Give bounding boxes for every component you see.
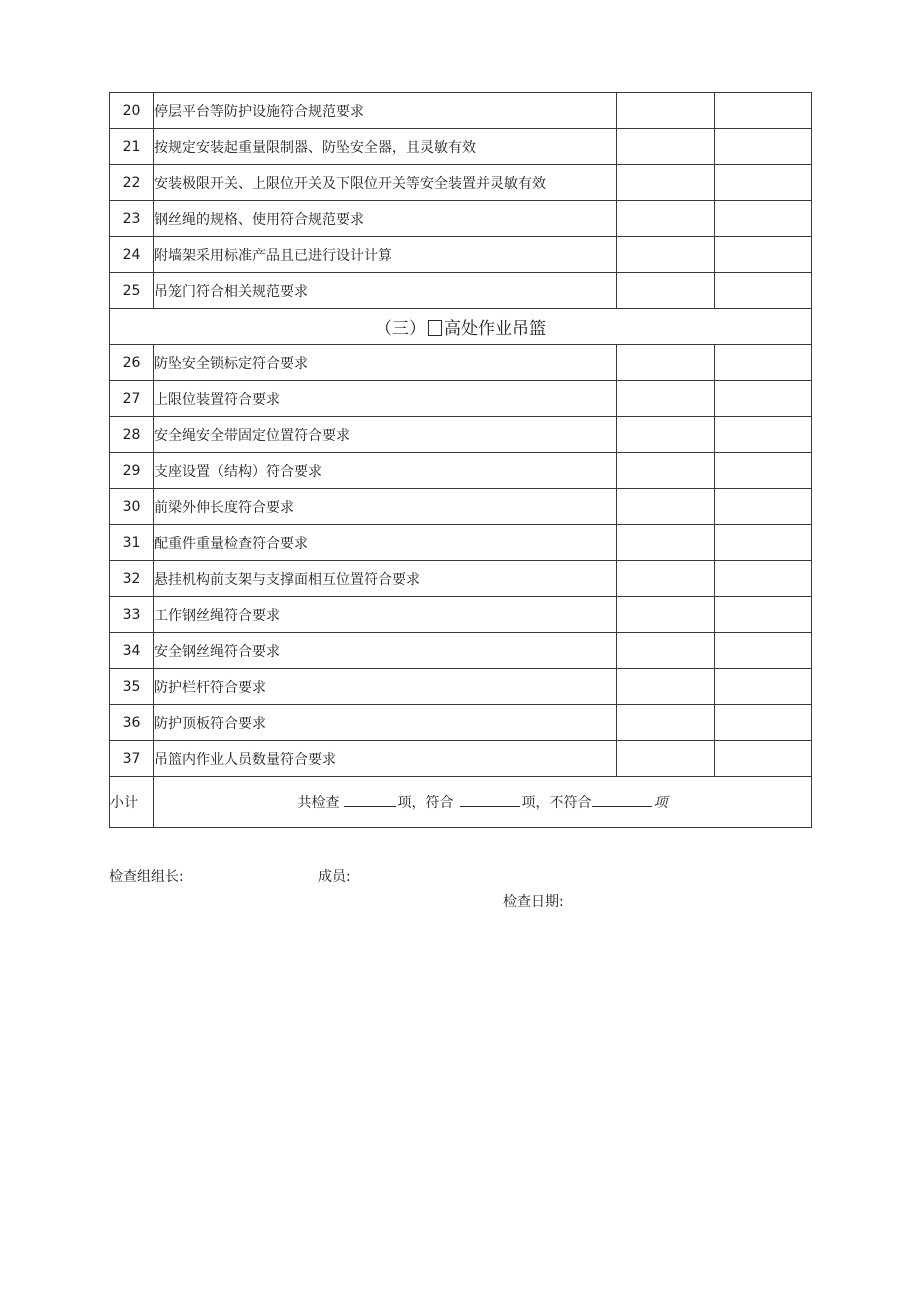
- row-result-cell[interactable]: [617, 273, 715, 309]
- row-number: 26: [110, 345, 154, 381]
- row-item-text: 防坠安全锁标定符合要求: [154, 345, 617, 381]
- row-number: 24: [110, 237, 154, 273]
- inspection-leader-label: 检查组组长:: [109, 869, 184, 885]
- row-remark-cell[interactable]: [715, 381, 812, 417]
- row-remark-cell[interactable]: [715, 489, 812, 525]
- table-row: [110, 597, 812, 633]
- checklist-sheet: [109, 92, 811, 828]
- table-row: [110, 741, 812, 777]
- row-result-cell[interactable]: [617, 93, 715, 129]
- row-number: 33: [110, 597, 154, 633]
- table-row: [110, 237, 812, 273]
- row-item-text: 按规定安装起重量限制器、防坠安全器，且灵敏有效: [154, 129, 617, 165]
- row-item-text: 安全钢丝绳符合要求: [154, 633, 617, 669]
- row-item-text: 配重件重量检查符合要求: [154, 525, 617, 561]
- row-remark-cell[interactable]: [715, 201, 812, 237]
- row-result-cell[interactable]: [617, 489, 715, 525]
- table-row: [110, 417, 812, 453]
- row-item-text: 钢丝绳的规格、使用符合规范要求: [154, 201, 617, 237]
- row-remark-cell[interactable]: [715, 705, 812, 741]
- row-remark-cell[interactable]: [715, 165, 812, 201]
- row-remark-cell[interactable]: [715, 741, 812, 777]
- subtotal-label: 小计: [110, 777, 154, 828]
- row-item-text: 停层平台等防护设施符合规范要求: [154, 93, 617, 129]
- pass-count-blank[interactable]: [460, 794, 520, 807]
- row-remark-cell[interactable]: [715, 237, 812, 273]
- row-number: 35: [110, 669, 154, 705]
- row-remark-cell[interactable]: [715, 669, 812, 705]
- row-remark-cell[interactable]: [715, 417, 812, 453]
- row-number: 30: [110, 489, 154, 525]
- row-result-cell[interactable]: [617, 381, 715, 417]
- row-result-cell[interactable]: [617, 165, 715, 201]
- row-item-text: 支座设置（结构）符合要求: [154, 453, 617, 489]
- section-header-row: [110, 309, 812, 345]
- subtotal-summary: [154, 777, 812, 828]
- row-item-text: 附墙架采用标准产品且已进行设计计算: [154, 237, 617, 273]
- row-item-text: 工作钢丝绳符合要求: [154, 597, 617, 633]
- row-remark-cell[interactable]: [715, 525, 812, 561]
- row-result-cell[interactable]: [617, 705, 715, 741]
- row-remark-cell[interactable]: [715, 273, 812, 309]
- table-row: [110, 381, 812, 417]
- row-remark-cell[interactable]: [715, 345, 812, 381]
- row-result-cell[interactable]: [617, 669, 715, 705]
- row-item-text: 上限位装置符合要求: [154, 381, 617, 417]
- table-row: [110, 633, 812, 669]
- row-remark-cell[interactable]: [715, 561, 812, 597]
- inspection-date-label: 检查日期:: [503, 894, 564, 910]
- subtotal-text-pass: 项，符合: [397, 795, 454, 811]
- row-item-text: 防护栏杆符合要求: [154, 669, 617, 705]
- table-row: [110, 201, 812, 237]
- row-number: 23: [110, 201, 154, 237]
- subtotal-text-total: 共检查: [297, 795, 340, 811]
- table-row: [110, 525, 812, 561]
- row-number: 34: [110, 633, 154, 669]
- table-row: [110, 489, 812, 525]
- row-result-cell[interactable]: [617, 525, 715, 561]
- row-item-text: 安装极限开关、上限位开关及下限位开关等安全装置并灵敏有效: [154, 165, 617, 201]
- section-prefix: （三）: [375, 319, 426, 339]
- row-remark-cell[interactable]: [715, 93, 812, 129]
- table-row: [110, 669, 812, 705]
- row-result-cell[interactable]: [617, 129, 715, 165]
- row-number: 28: [110, 417, 154, 453]
- row-item-text: 吊篮内作业人员数量符合要求: [154, 741, 617, 777]
- checklist-table: [109, 92, 812, 828]
- row-remark-cell[interactable]: [715, 129, 812, 165]
- row-item-text: 防护顶板符合要求: [154, 705, 617, 741]
- row-result-cell[interactable]: [617, 453, 715, 489]
- row-number: 29: [110, 453, 154, 489]
- total-count-blank[interactable]: [344, 794, 396, 807]
- row-result-cell[interactable]: [617, 561, 715, 597]
- table-row: [110, 345, 812, 381]
- row-remark-cell[interactable]: [715, 453, 812, 489]
- row-item-text: 悬挂机构前支架与支撑面相互位置符合要求: [154, 561, 617, 597]
- table-row: [110, 705, 812, 741]
- section-title: 高处作业吊篮: [444, 319, 546, 339]
- row-number: 37: [110, 741, 154, 777]
- row-number: 22: [110, 165, 154, 201]
- row-item-text: 前梁外伸长度符合要求: [154, 489, 617, 525]
- row-result-cell[interactable]: [617, 633, 715, 669]
- section-header: [110, 309, 812, 345]
- row-result-cell[interactable]: [617, 237, 715, 273]
- row-number: 36: [110, 705, 154, 741]
- row-number: 20: [110, 93, 154, 129]
- row-result-cell[interactable]: [617, 597, 715, 633]
- fail-count-blank[interactable]: [592, 794, 652, 807]
- row-number: 21: [110, 129, 154, 165]
- row-number: 25: [110, 273, 154, 309]
- row-number: 31: [110, 525, 154, 561]
- row-item-text: 安全绳安全带固定位置符合要求: [154, 417, 617, 453]
- row-remark-cell[interactable]: [715, 597, 812, 633]
- row-number: 27: [110, 381, 154, 417]
- row-result-cell[interactable]: [617, 345, 715, 381]
- row-result-cell[interactable]: [617, 741, 715, 777]
- checkbox-square-icon: [428, 320, 442, 336]
- table-row: [110, 273, 812, 309]
- subtotal-row: [110, 777, 812, 828]
- table-row: [110, 561, 812, 597]
- row-number: 32: [110, 561, 154, 597]
- table-row: [110, 129, 812, 165]
- row-result-cell[interactable]: [617, 201, 715, 237]
- members-label: 成员:: [318, 869, 351, 885]
- subtotal-text-unit: 项: [653, 795, 668, 811]
- row-result-cell[interactable]: [617, 417, 715, 453]
- table-row: [110, 453, 812, 489]
- row-remark-cell[interactable]: [715, 633, 812, 669]
- table-row: [110, 165, 812, 201]
- subtotal-text-fail: 项，不符合: [521, 795, 592, 811]
- table-row: [110, 93, 812, 129]
- row-item-text: 吊笼门符合相关规范要求: [154, 273, 617, 309]
